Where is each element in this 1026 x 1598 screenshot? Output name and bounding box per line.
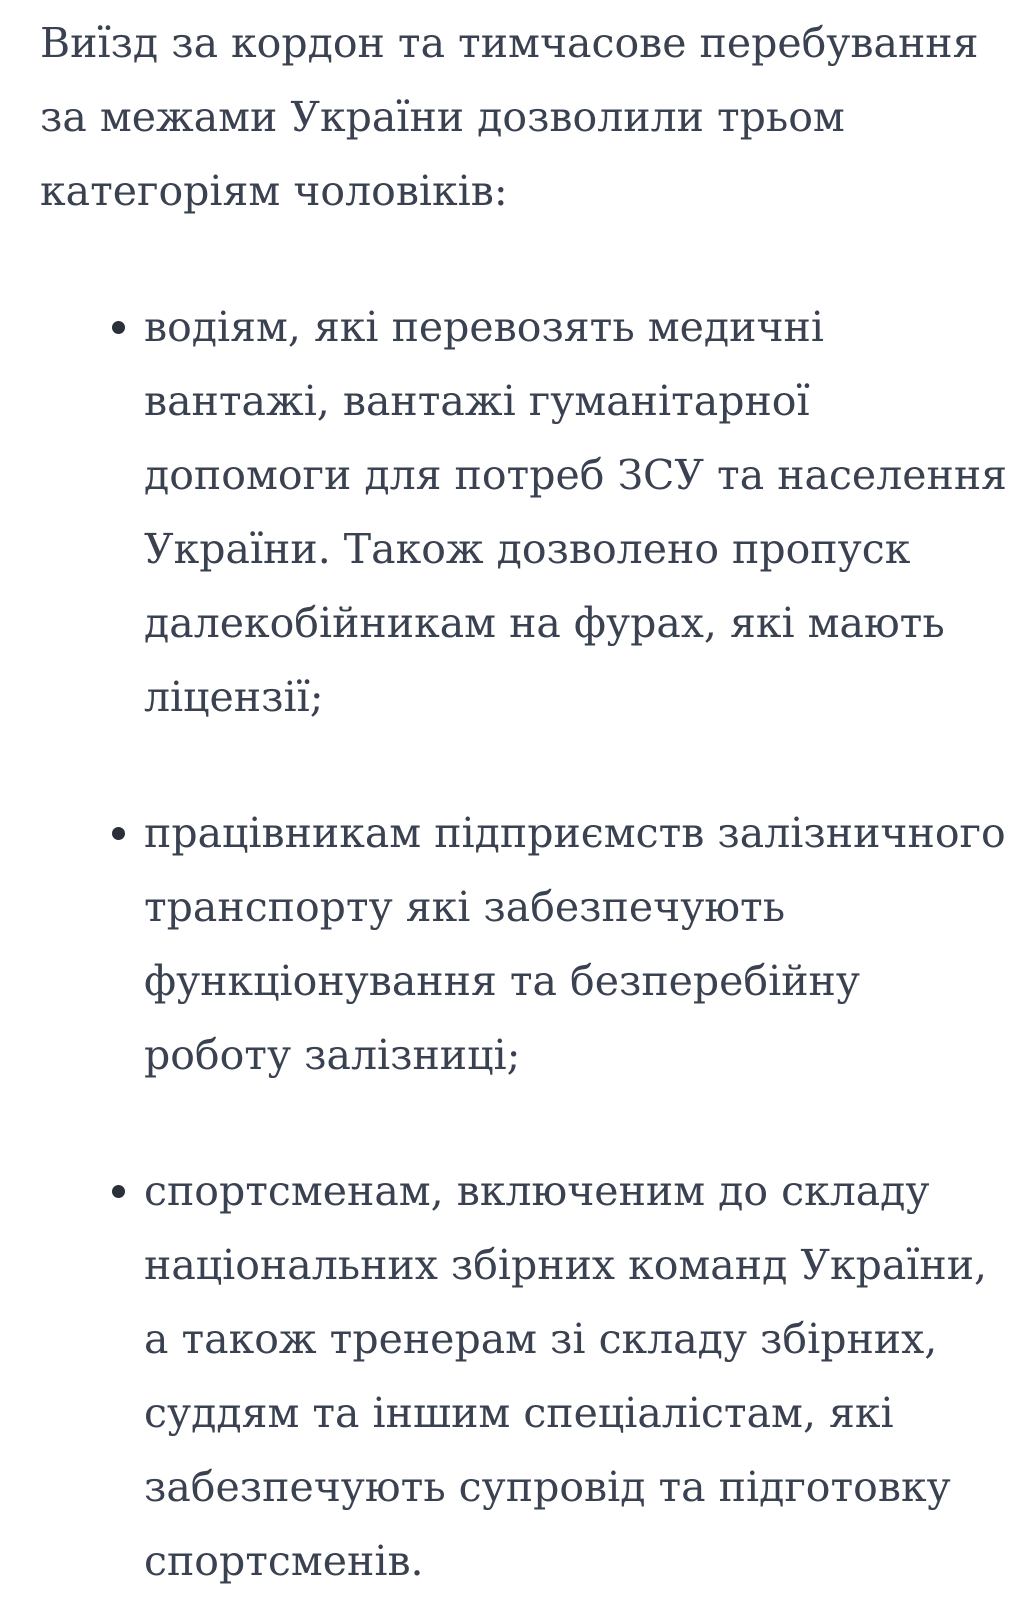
bullet-icon: [112, 321, 125, 334]
list-item: [40, 290, 1020, 734]
list-item-text: спортсменам, включеним до складу національних збірних команд України, а також тренерам зі складу збірних, суддям та іншим спеціалістам, які забезпечують супровід та підготовку спортсменів.: [144, 1167, 988, 1585]
bullet-icon: [112, 1185, 125, 1198]
list-item-text: водіям, які перевозять медичні вантажі, вантажі гуманітарної допомоги для потреб ЗСУ та населення України. Також дозволено пропуск далекобійникам на фурах, які мають ліцензії;: [144, 303, 1008, 721]
categories-list: [40, 290, 1020, 1598]
bullet-icon: [112, 827, 125, 840]
intro-paragraph: Виїзд за кордон та тимчасове перебування за межами України дозволили трьом категоріям чоловіків:: [40, 19, 979, 215]
list-item-text: працівникам підприємств залізничного транспорту які забезпечують функціонування та безперебійну роботу залізниці;: [144, 809, 1006, 1079]
article-body: [40, 6, 1020, 1598]
list-item: [40, 1154, 1020, 1598]
list-item: [40, 796, 1020, 1092]
